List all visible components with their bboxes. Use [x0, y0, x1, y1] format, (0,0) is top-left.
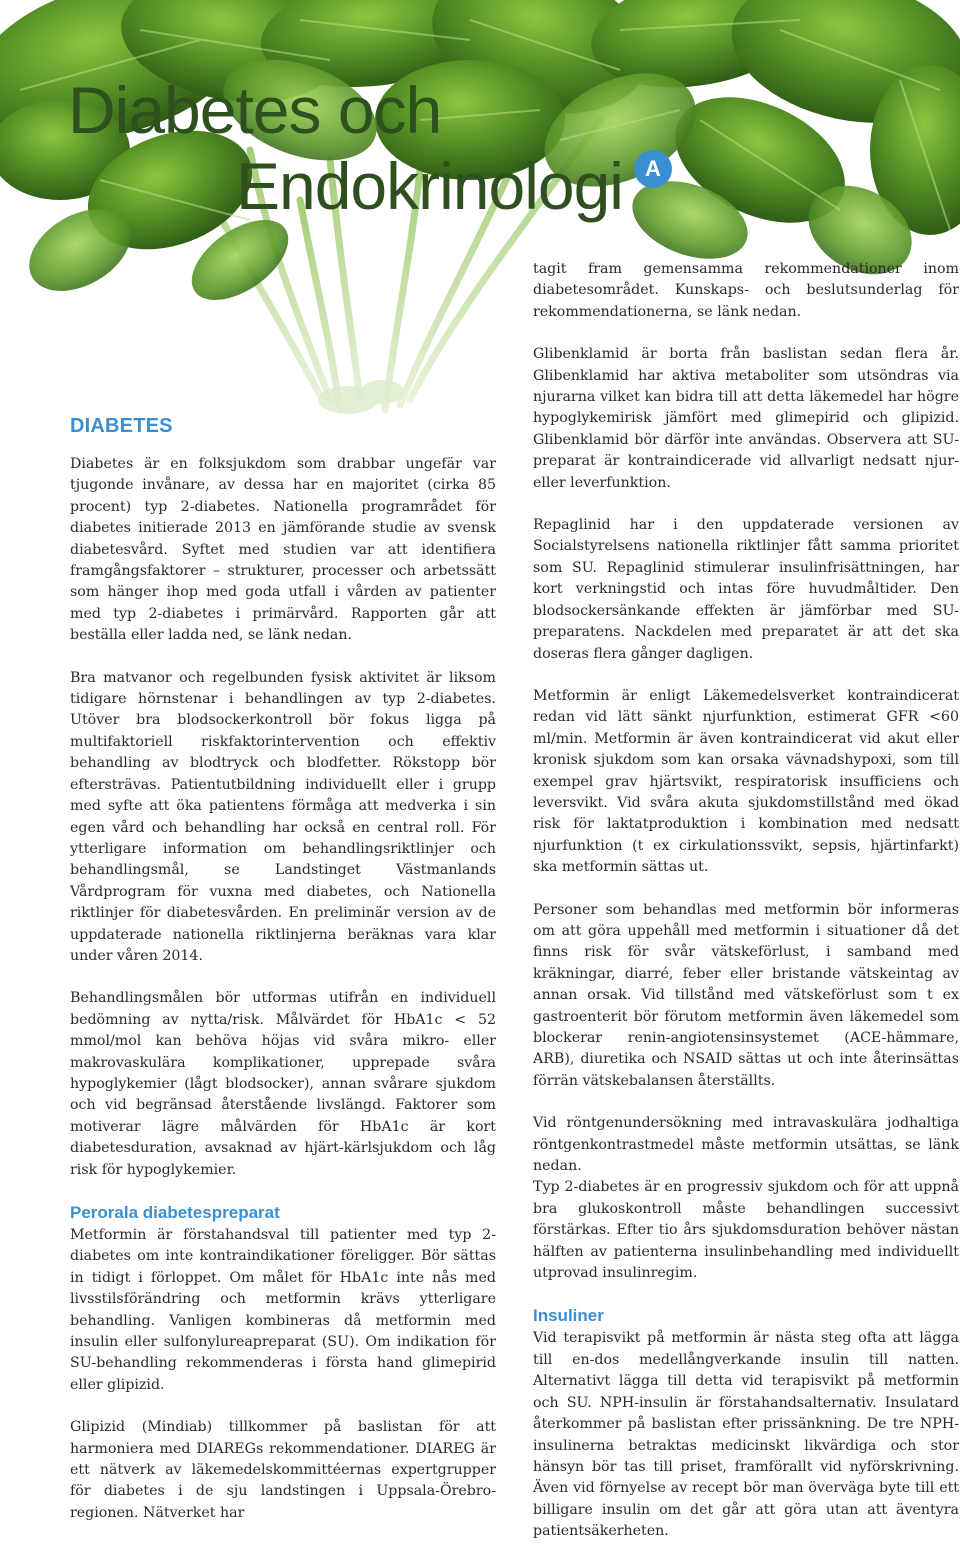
- page-title-line1: Diabetes och: [68, 73, 442, 147]
- paragraph: Glipizid (Mindiab) tillkommer på baslistan för att harmoniera med DIAREGs rekommendationer. DIAREG är ett nätverk av läkemedelskommittéernas expertgrupper för diabetes i de sju landstingen i Uppsala-Örebro-regionen. Nätverket har: [70, 1419, 496, 1521]
- paragraph: Metformin är enligt Läkemedelsverket kontraindicerat redan vid lätt sänkt njurfunktion, estimerat GFR <60 ml/min. Metformin är även kontraindicerat vid akut eller kronisk sjukdom som kan orsaka vävnadshypoxi, som till exempel grav hjärtsvikt, respiratorisk insufficiens och leversvikt. Vid svåra akuta sjukdomstillstånd med ökad risk för laktatproduktion i kombination med nedsatt njurfunktion (t ex cirkulationssvikt, sepsis, hjärtinfarkt) ska metformin sättas ut.: [533, 687, 959, 876]
- right-column: [533, 259, 959, 1564]
- paragraph: Typ 2-diabetes är en progressiv sjukdom och för att uppnå bra glukoskontroll måste behandlingen successivt förstärkas. Efter tio års sjukdomsduration behöver nästan hälften av patienterna insulinbehandling med individuellt utprovad insulinregim.: [533, 1179, 959, 1282]
- left-column: [70, 414, 496, 1545]
- paragraph: Vid röntgenundersökning med intravaskulära jodhaltiga röntgenkontrastmedel måste metformin utsättas, se länk nedan.: [533, 1115, 959, 1175]
- subheading-insuliner: Insuliner: [533, 1306, 604, 1326]
- paragraph: Behandlingsmålen bör utformas utifrån en individuell bedömning av nytta/risk. Målvärdet för HbA1c < 52 mmol/mol kan behöva höjas vid svåra mikro- eller makrovaskulära komplikationer, upprepade svåra hypoglykemier (lågt blodsocker), annan svårare sjukdom och vid begränsad återstående livslängd. Faktorer som motiverar lägre målvärden för HbA1c är kort diabetesduration, avsaknad av hjärt-kärlsjukdom och låg risk för hypoglykemier.: [70, 990, 496, 1178]
- paragraph: Glibenklamid är borta från baslistan sedan flera år. Glibenklamid har aktiva metaboliter som utsöndras via njurarna vilket kan bidra till att detta läkemedel har högre hypoglykemirisk jämfört med glimepirid och glipizid. Glibenklamid bör därför inte användas. Observera att SU-preparat är kontraindicerade vid allvarligt nedsatt njur- eller leverfunktion.: [533, 346, 959, 491]
- subheading-perorala: Perorala diabetespreparat: [70, 1203, 280, 1222]
- page-title-line2: Endokrinologi: [236, 149, 623, 223]
- paragraph: Personer som behandlas med metformin bör informeras om att göra uppehåll med metformin i situationer då det finns risk för svår vätskeförlust, i samband med kräkningar, diarré, feber eller bristande vätskeintag av annan orsak. Vid tillstånd med vätskeförlust som t ex gastroenterit bör förutom metformin även läkemedel som blockerar renin-angiotensinsystemet (ACE-hämmare, ARB), diuretika och NSAID sättas ut och inte återinsättas förrän vätskebalansen återställts.: [533, 901, 959, 1089]
- paragraph: Bra matvanor och regelbunden fysisk aktivitet är liksom tidigare hörnstenar i behandlingen av typ 2-diabetes. Utöver bra blodsockerkontroll bör fokus ligga på multifaktoriell riskfaktorintervention och effektiv behandling av blodtryck och blodfetter. Rökstopp bör eftersträvas. Patientutbildning individuellt eller i grupp med syfte att öka patientens förmåga att medverka i sin egen vård och behandling har också en central roll. För ytterligare information om behandlingsriktlinjer och behandlingsmål, se Landstinget Västmanlands Vårdprogram för vuxna med diabetes, och Nationella riktlinjer för diabetesvården. En preliminär version av de uppdaterade nationella riktlinjerna beräknas vara klar under våren 2014.: [70, 669, 496, 964]
- paragraph: Metformin är förstahandsval till patienter med typ 2-diabetes om inte kontraindikationer föreligger. Bör sättas in tidigt i förloppet. Om målet för HbA1c inte nås med livsstilsförändring och metformin krävs ytterligare behandling. Vanligen kombineras då metformin med insulin eller sulfonylureapreparat (SU). Om indikation för SU-behandling rekommenderas i första hand glimepirid eller glipizid.: [70, 1227, 496, 1393]
- paragraph: Vid terapisvikt på metformin är nästa steg ofta att lägga till en-dos medellångverkande insulin till natten. Alternativt lägga till detta vid terapisvikt på metformin och SU. NPH-insulin är förstahandsalternativ. Insulatard återkommer på baslistan efter prissänkning. De tre NPH-insulinerna betraktas medicinskt likvärdiga och stor hänsyn bör tas till priset, framförallt vid nyförskrivning. Även vid förnyelse av recept bör man överväga byte till ett billigare insulin om det går att göra utan att äventyra patientsäkerheten.: [533, 1330, 959, 1540]
- section-badge: A: [634, 150, 672, 188]
- paragraph: Diabetes är en folksjukdom som drabbar ungefär var tjugonde invånare, av dessa har en majoritet (cirka 85 procent) typ 2-diabetes. Nationella programrådet för diabetes initierade 2013 en jämförande studie av svensk diabetesvård. Syftet med studien var att identifiera framgångsfaktorer – strukturer, processer och arbetssätt som hänger ihop med goda utfall i vården av patienter med typ 2-diabetes i primärvård. Rapporten går att beställa eller ladda ned, se länk nedan.: [70, 456, 496, 644]
- paragraph: Repaglinid har i den uppdaterade versionen av Socialstyrelsens nationella riktlinjer fått samma prioritet som SU. Repaglinid stimulerar insulinfrisättningen, har kort verkningstid och intas före huvudmåltider. Den blodsockersänkande effekten är jämförbar med SU-preparatens. Nackdelen med preparatet är att det ska doseras flera gånger dagligen.: [533, 517, 959, 662]
- paragraph: tagit fram gemensamma rekommendationer inom diabetesområdet. Kunskaps- och beslutsunderlag för rekommendationerna, se länk nedan.: [533, 261, 959, 320]
- section-heading-diabetes: DIABETES: [70, 415, 173, 437]
